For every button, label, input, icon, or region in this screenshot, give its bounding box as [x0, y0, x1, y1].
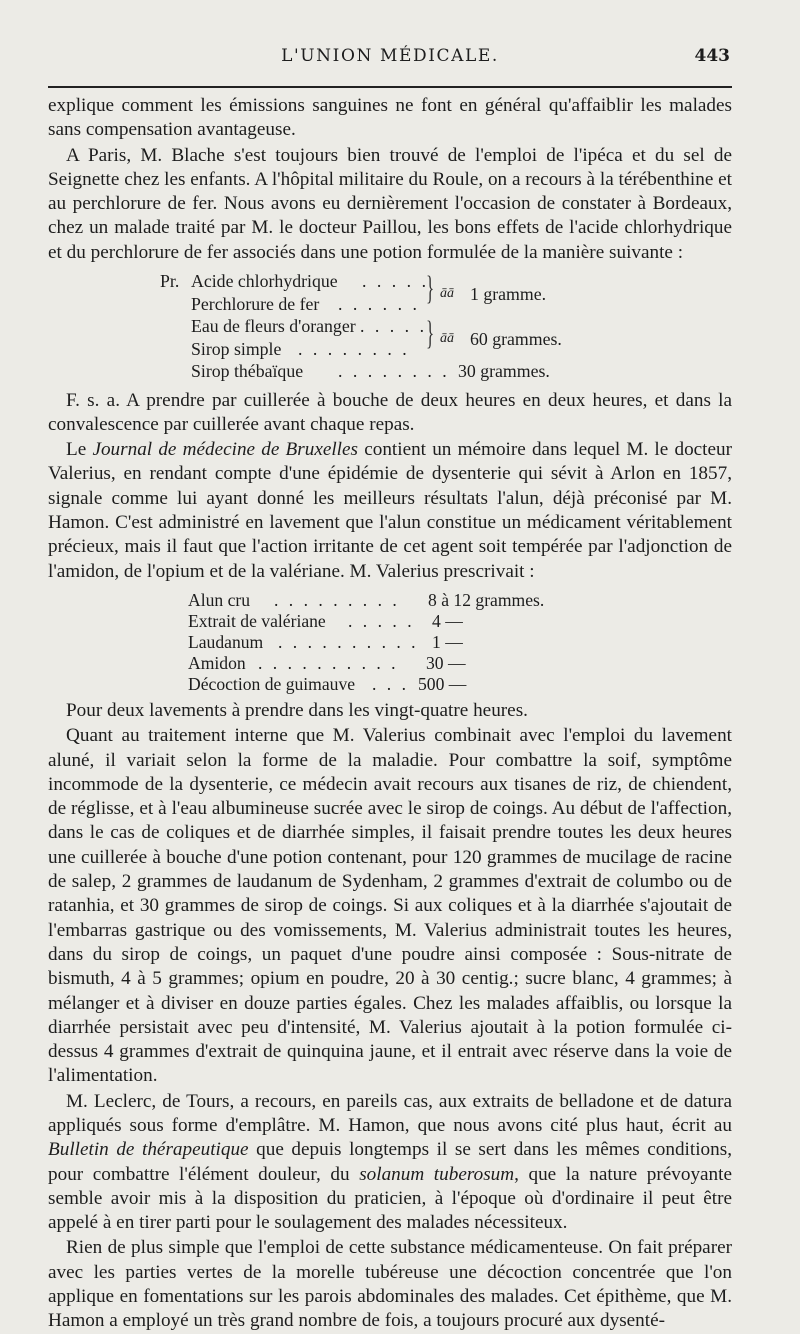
recipe-quantity: 4 — [432, 610, 463, 631]
leader-dots: . . . . . [362, 271, 430, 292]
recipe-item-name: Acide chlorhydrique [191, 271, 338, 292]
recipe-quantity: 30 — [426, 652, 466, 673]
running-head: L'UNION MÉDICALE. [281, 46, 499, 66]
recipe-quantity: 500 — [418, 673, 467, 694]
page-header [50, 46, 730, 76]
leader-dots: . . . . . . . . . . [278, 631, 419, 652]
recipe-item-name: Sirop thébaïque [191, 361, 304, 382]
brace: } [426, 270, 435, 308]
leader-dots: . . . [372, 673, 409, 694]
leader-dots: . . . . . . [338, 293, 420, 314]
header-rule [48, 86, 732, 88]
recipe-quantity: 60 grammes. [470, 328, 562, 349]
recipe-item-name: Sirop simple [191, 338, 282, 359]
p7-text: , que la nature prévoyante semble avoir mis à la disposition du praticien, à l'époque où d'ordinaire il peut être appelé à en tirer parti pour le soulagement des malades nécessiteux. [48, 1163, 732, 1234]
recipe-quantity: 1 gramme. [470, 283, 547, 304]
recipe-prefix: Pr. [160, 271, 180, 292]
leader-dots: . . . . . . . . . [274, 589, 400, 610]
ana-mark: āā [440, 285, 454, 301]
paragraph-2: A Paris, M. Blache s'est toujours bien trouvé de l'emploi de l'ipéca et du sel de Seignette chez les enfants. A l'hôpital militaire du Roule, on a recours à la térébenthine et au perchlorure de fer. Nous avons eu dernièrement l'occasion de constater à Bordeaux, chez un malade traité par M. le docteur Paillou, les bons effets de l'acide chlorhydrique et du perchlorure de fer associés dans une potion formulée de la manière suivante : [48, 144, 732, 263]
recipe-potion [48, 270, 732, 383]
recipe-lavement [48, 590, 732, 695]
recipe-row [48, 632, 732, 653]
recipe-row [48, 315, 732, 338]
recipe-row [48, 611, 732, 632]
p4-text: Le [66, 439, 93, 461]
recipe-item-name: Laudanum [188, 631, 264, 652]
recipe-row [48, 328, 732, 361]
recipe-row [48, 360, 732, 383]
leader-dots: . . . . . . . . . . [258, 652, 399, 673]
recipe-quantity: 30 grammes. [458, 361, 550, 382]
recipe-item-name: Perchlorure de fer [191, 293, 320, 314]
recipe-item-name: Alun cru [188, 589, 251, 610]
recipe-row [48, 283, 732, 316]
recipe-row [48, 270, 732, 293]
recipe-item-name: Extrait de valériane [188, 610, 326, 631]
paragraph-3: F. s. a. A prendre par cuillerée à bouche de deux heures en deux heures, et dans la convalescence par cuillerée avant chaque repas. [48, 389, 732, 435]
leader-dots: . . . . . . . . [298, 338, 410, 359]
recipe-item-name: Amidon [188, 652, 246, 673]
leader-dots: . . . . . [360, 316, 428, 337]
paragraph-6: Quant au traitement interne que M. Valerius combinait avec l'emploi du lavement aluné, il variait selon la forme de la maladie. Pour combattre la soif, symptôme incommode de la dysenterie, ce médecin avait recours aux tisanes de riz, de chiendent, de réglisse, et à l'eau albumineuse sucrée avec le sirop de coings. Au début de l'affection, dans le cas de coliques et de diarrhée simples, il faisait prendre toutes les deux heures une cuillerée à bouche d'une potion contenant, pour 120 grammes de mucilage de racine de salep, 2 grammes de laudanum de Sydenham, 2 grammes d'extrait de columbo ou de ratanhia, et 30 grammes de sirop de coings. Si aux coliques et à la diarrhée s'ajoutait de l'embarras gastrique ou des vomissements, M. Valerius administrait toutes les heures, dans du sirop de coings, un paquet d'une poudre ainsi composée : Sous-nitrate de bismuth, 4 à 5 grammes; opium en poudre, 20 à 30 centig.; sucre blanc, 4 grammes; à mélanger et à diviser en douze parties égales. Chez les malades affaiblis, ou lorsque la diarrhée persistait avec peu d'intensité, M. Valerius ajoutait à la potion formulée ci-dessus 4 grammes d'extrait de quinquina jaune, et il entrait avec réserve dans la voie de l'alimentation. [48, 725, 732, 1087]
recipe-quantity: 8 à 12 grammes. [428, 589, 545, 610]
ana-mark: āā [440, 330, 454, 346]
brace: } [426, 315, 435, 353]
recipe-row [48, 674, 732, 695]
recipe-item-name: Décoction de guimauve [188, 673, 356, 694]
solanum-term: solanum tuberosum [359, 1163, 515, 1185]
paragraph-5: Pour deux lavements à prendre dans les vingt-quatre heures. [66, 699, 528, 721]
leader-dots: . . . . . [348, 610, 415, 631]
body-text [48, 94, 732, 1334]
recipe-quantity: 1 — [432, 631, 463, 652]
paragraph-8: Rien de plus simple que l'emploi de cette substance médicamenteuse. On fait préparer avec les parties vertes de la morelle tubéreuse une décoction concentrée que l'on applique en fomentations sur les parois abdominales des malades. Cet épithème, que M. Hamon a employé un très grand nombre de fois, a toujours procuré aux dysenté- [48, 1237, 732, 1332]
recipe-row [48, 653, 732, 674]
paragraph-1: explique comment les émissions sanguines ne font en général qu'affaiblir les malades sans compensation avantageuse. [48, 95, 732, 141]
paragraph-4 [48, 438, 732, 584]
recipe-row [48, 590, 732, 611]
leader-dots: . . . . . . . . [338, 361, 450, 382]
journal-title: Journal de médecine de Bruxelles [92, 439, 359, 461]
p7-text: M. Leclerc, de Tours, a recours, en pareils cas, aux extraits de belladone et de datura appliqués sous forme d'emplâtre. M. Hamon, que nous avons cité plus haut, écrit au [48, 1090, 732, 1136]
page-number: 443 [694, 46, 730, 66]
bulletin-title: Bulletin de thérapeutique [48, 1139, 249, 1161]
p4-text: contient un mémoire dans lequel M. le docteur Valerius, en rendant compte d'une épidémie de dysenterie qui sévit à Arlon en 1857, signale comme lui ayant donné les meilleurs résultats l'alun, déjà préconisé par M. Hamon. C'est administré en lavement que l'alun constitue un médicament véritablement précieux, mais il faut que l'action irritante de cet agent soit tempérée par l'adjonction de l'amidon, de l'opium et de la valériane. M. Valerius prescrivait : [48, 439, 733, 582]
paragraph-7 [48, 1090, 732, 1236]
recipe-item-name: Eau de fleurs d'oranger [191, 316, 356, 337]
p7-text: que depuis longtemps il se sert dans les mêmes conditions, pour combattre l'élément douleur, du [48, 1139, 732, 1185]
